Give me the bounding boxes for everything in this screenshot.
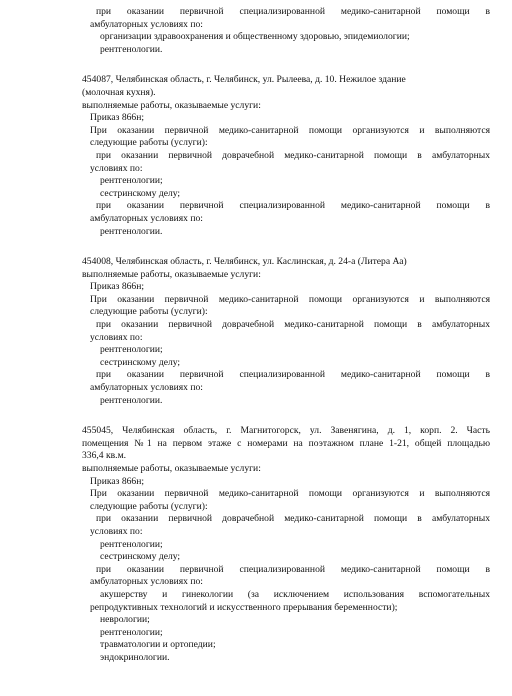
text-line: при оказании первичной доврачебной медико-санитарной помощи в амбулаторных: [96, 513, 490, 525]
text-line: рентгенологии;: [100, 344, 163, 356]
address-line: помещения №1 на первом этаже с номерами на поэтажном плане 1-21, общей площадью: [82, 437, 490, 449]
address-line: 454008, Челябинская область, г. Челябинск, ул. Каслинская, д. 24-а (Литера Аа): [82, 256, 407, 268]
text-line: при оказании первичной специализированной медико-санитарной помощи в: [96, 563, 490, 575]
address-line: 454087, Челябинская область, г. Челябинск, ул. Рылеева, д. 10. Нежилое здание: [82, 74, 406, 86]
text-line: при оказании первичной специализированной медико-санитарной помощи в: [96, 6, 490, 17]
text-line: при оказании первичной специализированной медико-санитарной помощи в: [96, 200, 490, 212]
text-line: рентгенологии.: [100, 394, 163, 406]
text-line: при оказании первичной доврачебной медико-санитарной помощи в амбулаторных: [96, 149, 490, 161]
address-line: 455045, Челябинская область, г. Магнитогорск, ул. Завенягина, д. 1, корп. 2. Часть: [82, 425, 490, 437]
text-line: рентгенологии.: [100, 225, 163, 237]
address-block: [82, 74, 490, 238]
text-line: эндокринологии.: [100, 651, 170, 663]
text-line: рентгенологии;: [100, 538, 163, 550]
text-line: следующие работы (услуги):: [90, 500, 208, 512]
text-line: условиях по:: [90, 331, 143, 343]
text-line: сестринскому делу;: [100, 187, 181, 199]
text-line: сестринскому делу;: [100, 356, 181, 368]
text-line: рентгенологии.: [100, 43, 163, 55]
text-line: при оказании первичной доврачебной медико-санитарной помощи в амбулаторных: [96, 319, 490, 331]
text-line: травматологии и ортопедии;: [100, 639, 216, 651]
address-block: [82, 425, 490, 664]
text-line: амбулаторных условиях по:: [90, 18, 203, 30]
text-line: условиях по:: [90, 525, 143, 537]
address-line: 336,4 кв.м.: [82, 450, 127, 462]
address-block: [82, 256, 490, 407]
text-line: выполняемые работы, оказываемые услуги:: [82, 463, 261, 474]
text-line: условиях по:: [90, 162, 143, 174]
text-line: сестринскому делу;: [100, 551, 181, 563]
text-line: выполняемые работы, оказываемые услуги:: [82, 99, 261, 111]
text-line: Приказ 866н;: [90, 475, 145, 487]
text-line: при оказании первичной специализированной медико-санитарной помощи в: [96, 369, 490, 381]
text-line: рентгенологии;: [100, 626, 163, 638]
text-line: организации здравоохранения и общественному здоровью, эпидемиологии;: [100, 31, 410, 43]
text-line: следующие работы (услуги):: [90, 137, 208, 149]
spacer: [82, 56, 490, 74]
spacer: [82, 238, 490, 256]
text-line: акушерству и гинекологии (за исключением использования вспомогательных: [100, 588, 490, 600]
text-line: Приказ 866н;: [90, 112, 145, 124]
address-line: (молочная кухня).: [82, 86, 156, 98]
text-line: неврологии;: [100, 614, 150, 626]
spacer: [82, 407, 490, 425]
text-line: При оказании первичной медико-санитарной помощи организуются и выполняются: [90, 293, 490, 305]
text-line: репродуктивных технологий и искусственного прерывания беременности);: [90, 601, 398, 613]
text-line: следующие работы (услуги):: [90, 306, 208, 318]
text-line: выполняемые работы, оказываемые услуги:: [82, 268, 261, 280]
text-line: Приказ 866н;: [90, 281, 145, 293]
text-line: амбулаторных условиях по:: [90, 382, 203, 394]
text-line: рентгенологии;: [100, 175, 163, 187]
document-page: [82, 6, 490, 665]
text-line: амбулаторных условиях по:: [90, 212, 203, 224]
text-line: При оказании первичной медико-санитарной помощи организуются и выполняются: [90, 488, 490, 500]
continuation-block: [82, 6, 490, 56]
text-line: При оказании первичной медико-санитарной помощи организуются и выполняются: [90, 124, 490, 136]
text-line: амбулаторных условиях по:: [90, 576, 203, 588]
